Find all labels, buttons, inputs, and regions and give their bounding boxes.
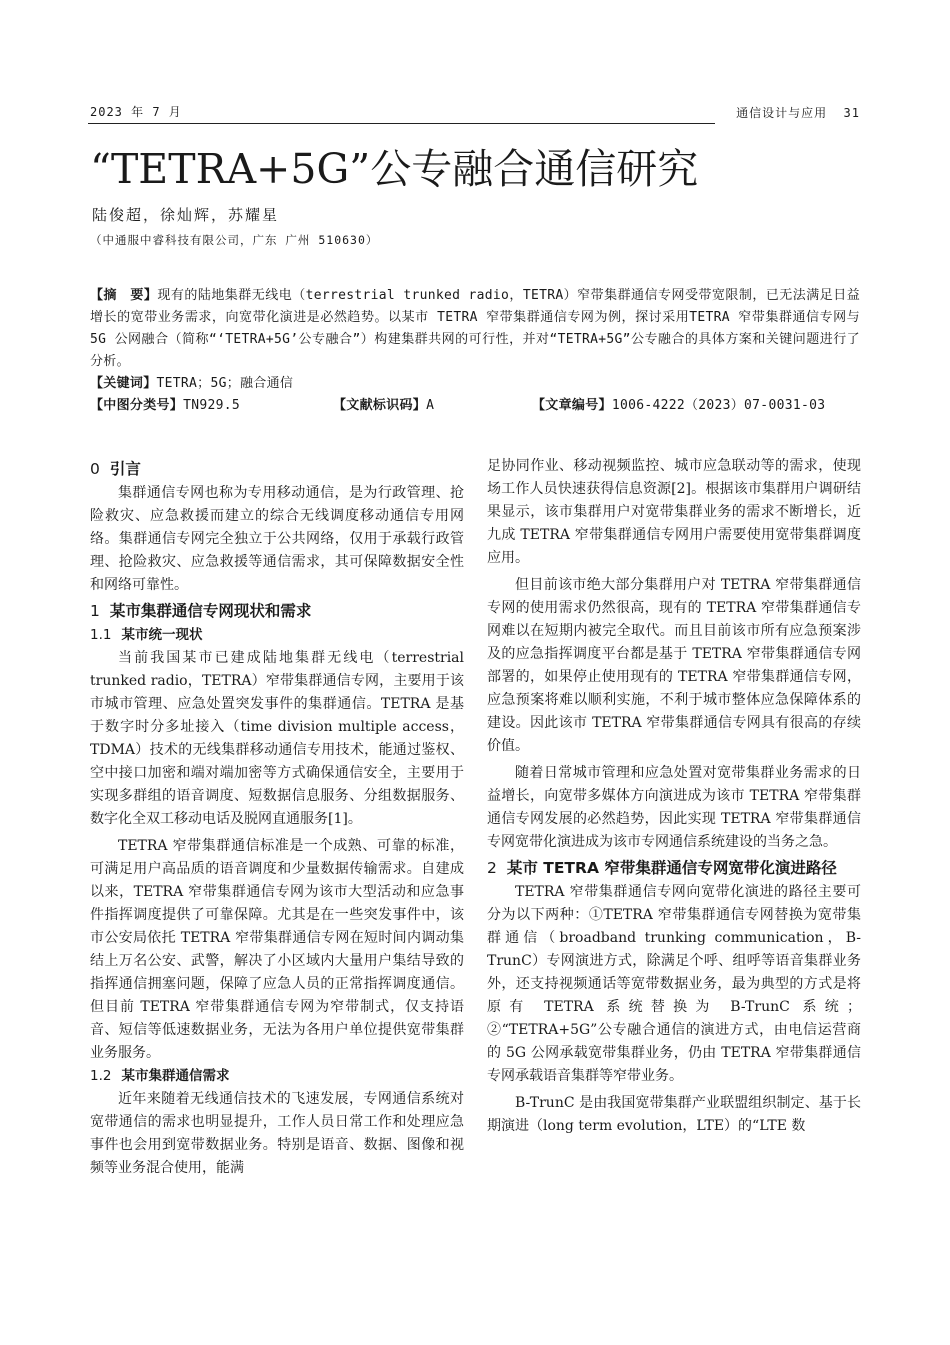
keywords-label: 【关键词】 <box>90 376 157 391</box>
paragraph: 近年来随着无线通信技术的飞速发展，专网通信系统对宽带通信的需求也明显提升，工作人员日常工作和处理应急事件也会用到宽带数据业务。特别是语音、数据、图像和视频等业务混合使用，能满 <box>90 1091 464 1176</box>
header-rule <box>88 123 715 124</box>
article-id-label: 【文章编号】 <box>532 398 612 413</box>
doc-code-value: A <box>426 398 435 413</box>
doc-code-field <box>333 395 434 417</box>
abstract-block <box>90 285 860 417</box>
journal-name-page <box>736 104 860 121</box>
paragraph: 集群通信专网也称为专用移动通信，是为行政管理、抢险救灾、应急救援而建立的综合无线调度移动通信专用网络。集群通信专网完全独立于公共网络，仅用于承载行政管理、抢险救灾、应急救援等通信需求，其可保障数据安全性和网络可靠性。 <box>90 485 464 593</box>
subsection-heading-1-1: 1.1 某市统一现状 <box>90 627 203 643</box>
paragraph: 随着日常城市管理和应急处置对宽带集群业务需求的日益增长，向宽带多媒体方向演进成为该市 TETRA 窄带集群通信专网发展的必然趋势，因此实现 TETRA 窄带集群通信专网宽带化演进成为该市专网通信系统建设的当务之急。 <box>487 765 861 850</box>
article-id-value: 1006-4222（2023）07-0031-03 <box>611 398 826 413</box>
clc-field <box>90 395 240 417</box>
left-column <box>90 455 464 1180</box>
keywords <box>90 373 860 395</box>
paragraph: 当前我国某市已建成陆地集群无线电（terrestrial trunked radio，TETRA）窄带集群通信专网，主要用于该市城市管理、应急处置突发事件的集群通信。TETRA 是基于数字时分多址接入（time division multiple access，TDMA）技术的无线集群移动通信专用技术，能通过鉴权、空中接口加密和端对端加密等方式确保通信安全，主要用于实现多群组的语音调度、短数据信息服务、分组数据服务、数字化全双工移动电话及脱网直通服务[1]。 <box>90 650 464 827</box>
paragraph: TETRA 窄带集群通信标准是一个成熟、可靠的标准，可满足用户高品质的语音调度和少量数据传输需求。自建成以来，TETRA 窄带集群通信专网为该市大型活动和应急事件指挥调度提供了可靠保障。尤其是在一些突发事件中，该市公安局依托 TETRA 窄带集群通信专网在短时间内调动集结上万名公安、武警，解决了小区域内大量用户集结导致的指挥通信拥塞问题，保障了应急人员的正常指挥调度通信。但目前 TETRA 窄带集群通信专网为窄带制式，仅支持语音、短信等低速数据业务，无法为各用户单位提供宽带集群业务服务。 <box>90 838 464 1061</box>
paragraph: 但目前该市绝大部分集群用户对 TETRA 窄带集群通信专网的使用需求仍然很高，现有的 TETRA 窄带集群通信专网难以在短期内被完全取代。而且目前该市所有应急预案涉及的应急指挥调度平台都是基于 TETRA 窄带集群通信专网部署的，如果停止使用现有的 TETRA 窄带集群通信专网，应急预案将难以顺利实施，不利于城市整体应急保障体系的建设。因此该市 TETRA 窄带集群通信专网具有很高的存续价值。 <box>487 577 861 754</box>
article-id-field <box>532 395 825 417</box>
clc-label: 【中图分类号】 <box>90 398 184 413</box>
clc-value: TN929.5 <box>183 398 240 413</box>
page-number: 31 <box>843 106 860 120</box>
running-header <box>88 100 860 124</box>
subsection-heading-1-2: 1.2 某市集群通信需求 <box>90 1068 230 1084</box>
issue-date: 2023 年 7 月 <box>90 105 182 119</box>
authors: 陆俊超，徐灿辉，苏耀星 <box>92 206 280 224</box>
affiliation: （中通服中睿科技有限公司，广东 广州 510630） <box>90 233 379 247</box>
abstract-label: 【摘 要】 <box>90 288 158 303</box>
section-heading-1: 1 某市集群通信专网现状和需求 <box>90 602 312 620</box>
paragraph: TETRA 窄带集群通信专网向宽带化演进的路径主要可分为以下两种：①TETRA 窄带集群通信专网替换为宽带集群通信（broadband trunking communication，B-TrunC）专网演进方式，除满足个呼、组呼等语音集群业务外，还支持视频通话等宽带数据业务，最为典型的方式是将原有 TETRA 系统替换为 B-TrunC 系统；②“TETRA+5G”公专融合通信的演进方式，由电信运营商的 5G 公网承载宽带集群业务，仍由 TETRA 窄带集群通信专网承载语音集群等窄带业务。 <box>487 884 861 1084</box>
journal-name: 通信设计与应用 <box>736 106 828 120</box>
paragraph-continued: 足协同作业、移动视频监控、城市应急联动等的需求，使现场工作人员快速获得信息资源[2]。根据该市集群用户调研结果显示，该市集群用户对宽带集群业务的需求不断增长，近九成 TETRA 窄带集群通信专网用户需要使用宽带集群调度应用。 <box>487 458 861 566</box>
paragraph: B-TrunC 是由我国宽带集群产业联盟组织制定、基于长期演进（long term evolution，LTE）的“LTE 数 <box>487 1095 861 1134</box>
abstract-text: 现有的陆地集群无线电（terrestrial trunked radio，TETRA）窄带集群通信专网受带宽限制，已无法满足日益增长的宽带业务需求，向宽带化演进是必然趋势。以某市 TETRA 窄带集群通信专网为例，探讨采用TETRA 窄带集群通信专网与 5G 公网融合（简称“‘TETRA+5G’公专融合”）构建集群共网的可行性，并对“TETRA+5G”公专融合的具体方案和关键问题进行了分析。 <box>90 288 860 369</box>
doc-code-label: 【文献标识码】 <box>333 398 427 413</box>
section-heading-0: 0 引言 <box>90 460 141 478</box>
keywords-text: TETRA；5G；融合通信 <box>156 376 294 391</box>
abstract <box>90 285 860 373</box>
classification-row <box>90 395 860 417</box>
section-heading-2: 2 某市 TETRA 窄带集群通信专网宽带化演进路径 <box>487 859 837 877</box>
article-title: “TETRA+5G”公专融合通信研究 <box>90 145 699 193</box>
right-column <box>487 455 861 1138</box>
